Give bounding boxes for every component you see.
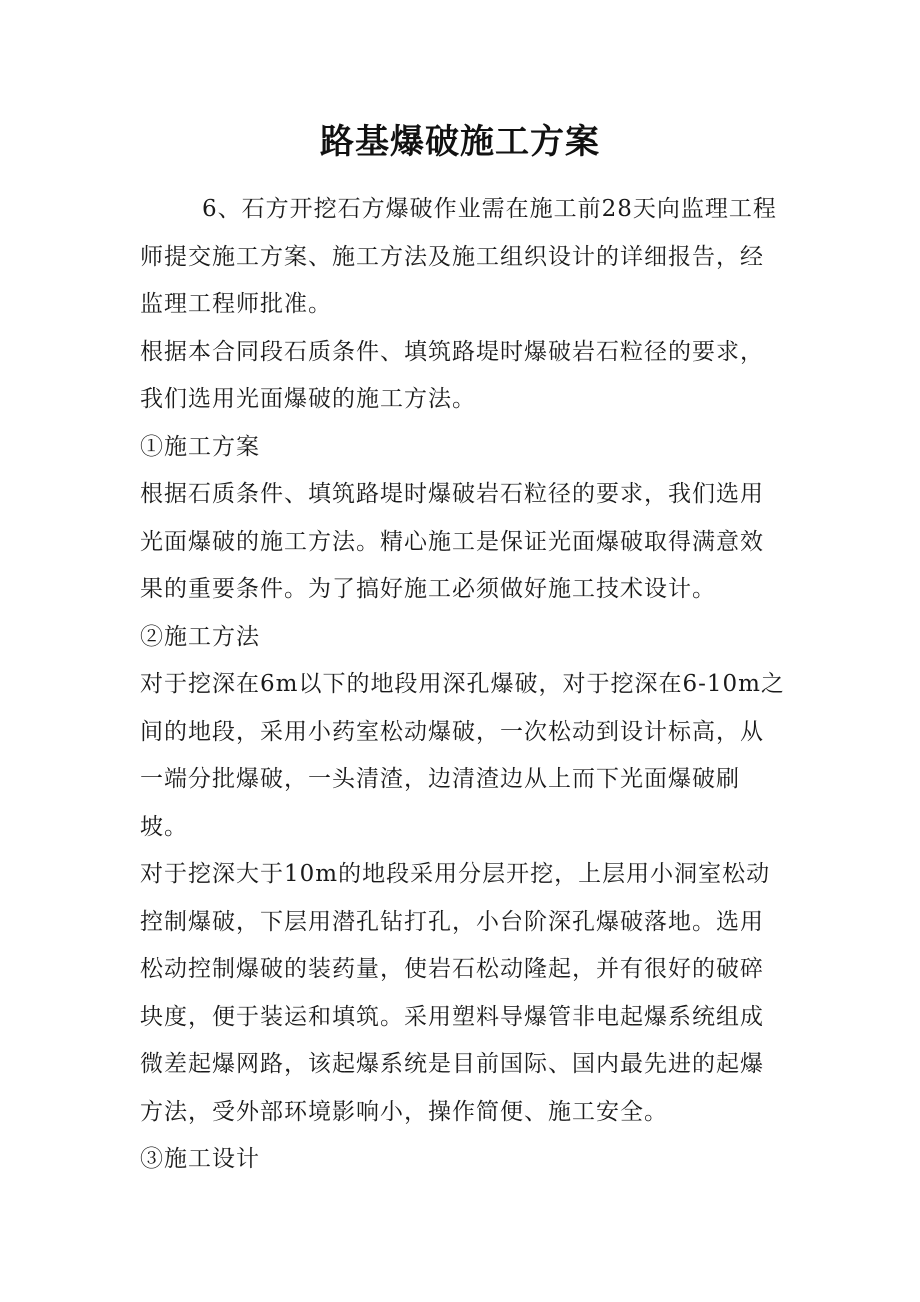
paragraph-method-shallow: 对于挖深在6m以下的地段用深孔爆破，对于挖深在6-10m之间的地段，采用小药室松动爆破，一次松动到设计标高，从一端分批爆破，一头清渣，边清渣边从上而下光面爆破刷坡。: [140, 671, 785, 840]
paragraph-method-choice: 根据本合同段石质条件、填筑路堤时爆破岩石粒径的要求，我们选用光面爆破的施工方法。: [140, 338, 764, 412]
paragraph-method-deep: 对于挖深大于10m的地段采用分层开挖，上层用小洞室松动控制爆破，下层用潜孔钻打孔，小台阶深孔爆破落地。选用松动控制爆破的装药量，使岩石松动隆起，并有很好的破碎块度，便于装运和填筑。采用塑料导爆管非电起爆系统组成微差起爆网路，该起爆系统是目前国际、国内最先进的起爆方法，受外部环境影响小，操作简便、施工安全。: [140, 861, 771, 1125]
section-heading-plan: ①施工方案: [140, 433, 260, 460]
section-heading-design: ③施工设计: [140, 1146, 260, 1172]
document-body: [140, 186, 786, 1184]
paragraph-intro: 6、石方开挖石方爆破作业需在施工前28天向监理工程师提交施工方案、施工方法及施工组织设计的详细报告，经监理工程师批准。: [140, 196, 777, 317]
paragraph-plan: 根据石质条件、填筑路堤时爆破岩石粒径的要求，我们选用光面爆破的施工方法。精心施工是保证光面爆破取得满意效果的重要条件。为了搞好施工必须做好施工技术设计。: [140, 481, 764, 602]
section-heading-method: ②施工方法: [140, 623, 260, 650]
document-title: 路基爆破施工方案: [320, 122, 600, 162]
